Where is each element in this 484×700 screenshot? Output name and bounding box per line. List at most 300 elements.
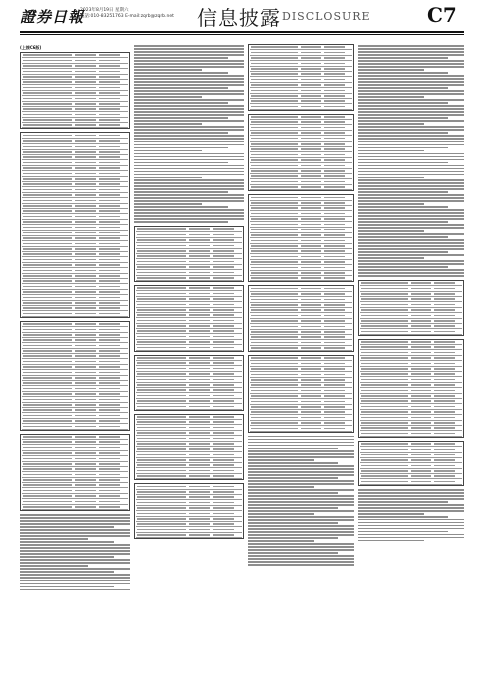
text-line <box>358 215 464 217</box>
table-cell <box>324 138 344 140</box>
table-cell <box>251 68 298 70</box>
table-cell <box>23 167 72 169</box>
table-cell <box>251 379 298 381</box>
text-line <box>358 510 464 512</box>
table-cell <box>301 411 321 413</box>
table-cell <box>213 362 234 364</box>
table-cell <box>213 228 234 230</box>
table-cell <box>361 454 408 456</box>
table-cell <box>99 307 120 309</box>
text-line <box>134 156 244 158</box>
text-line <box>134 63 244 65</box>
table-cell <box>99 275 120 277</box>
table-cell <box>23 345 72 347</box>
table-cell <box>411 427 431 429</box>
table-cell <box>23 366 72 368</box>
table-cell <box>189 368 210 370</box>
table-cell <box>213 464 234 466</box>
table-cell <box>75 103 96 105</box>
table-cell <box>213 432 234 434</box>
table-row <box>250 185 352 190</box>
table-cell <box>361 341 408 343</box>
table-cell <box>75 162 96 164</box>
table-cell <box>411 331 431 333</box>
table-cell <box>189 298 210 300</box>
body-text-block <box>358 489 464 542</box>
table-cell <box>137 373 186 375</box>
table-cell <box>137 234 186 236</box>
table-cell <box>23 248 72 250</box>
table-cell <box>251 411 298 413</box>
text-line <box>134 165 244 167</box>
section-title-english: DISCLOSURE <box>282 10 371 23</box>
table-cell <box>137 287 186 289</box>
table-cell <box>137 389 186 391</box>
table-cell <box>324 428 344 430</box>
issue-date: 2023年8月19日 星期六 <box>80 8 129 13</box>
table-cell <box>301 374 321 376</box>
table-cell <box>361 422 408 424</box>
table-cell <box>361 357 408 359</box>
text-line <box>134 54 244 56</box>
text-line <box>358 206 448 208</box>
table-cell <box>251 320 298 322</box>
table-cell <box>99 162 120 164</box>
table-cell <box>189 523 210 525</box>
text-line <box>20 523 130 525</box>
table-cell <box>99 173 120 175</box>
text-line <box>20 583 130 585</box>
table-cell <box>189 266 210 268</box>
table-cell <box>99 329 120 331</box>
table-cell <box>23 468 72 470</box>
table-cell <box>75 377 96 379</box>
table-cell <box>99 194 120 196</box>
text-line <box>248 456 354 458</box>
table-cell <box>23 463 72 465</box>
text-line <box>248 462 338 464</box>
table-cell <box>324 411 344 413</box>
table-cell <box>137 454 186 456</box>
table-cell <box>23 307 72 309</box>
text-line <box>134 90 244 92</box>
table-cell <box>75 474 96 476</box>
table-cell <box>324 315 344 317</box>
table-cell <box>23 200 72 202</box>
table-cell <box>99 65 120 67</box>
disclosure-table <box>134 483 244 539</box>
table-cell <box>434 288 454 290</box>
table-cell <box>251 277 298 279</box>
table-cell <box>99 468 120 470</box>
table-cell <box>301 202 321 204</box>
table-cell <box>99 409 120 411</box>
table-cell <box>137 266 186 268</box>
table-cell <box>137 486 186 488</box>
text-line <box>358 54 464 56</box>
table-cell <box>251 224 298 226</box>
table-cell <box>324 207 344 209</box>
text-line <box>134 194 244 196</box>
table-cell <box>189 320 210 322</box>
text-line <box>358 239 464 241</box>
table-cell <box>213 277 234 279</box>
table-cell <box>301 406 321 408</box>
table-cell <box>75 350 96 352</box>
table-cell <box>301 90 321 92</box>
table-cell <box>251 116 298 118</box>
text-line <box>134 102 228 104</box>
table-cell <box>75 140 96 142</box>
table-cell <box>75 183 96 185</box>
issue-meta <box>80 8 174 20</box>
text-line <box>134 87 228 89</box>
table-cell <box>411 368 431 370</box>
text-line <box>248 552 338 554</box>
table-cell <box>213 250 234 252</box>
table-row <box>22 123 128 128</box>
table-cell <box>213 496 234 498</box>
text-line <box>134 48 244 50</box>
table-cell <box>137 250 186 252</box>
table-cell <box>189 534 210 536</box>
table-cell <box>189 245 210 247</box>
table-cell <box>23 452 72 454</box>
table-cell <box>75 501 96 503</box>
table-cell <box>99 216 120 218</box>
table-cell <box>213 486 234 488</box>
table-cell <box>189 272 210 274</box>
table-cell <box>251 52 298 54</box>
table-cell <box>434 470 454 472</box>
table-cell <box>75 468 96 470</box>
table-cell <box>23 210 72 212</box>
text-line <box>248 492 338 494</box>
disclosure-table <box>358 280 464 336</box>
text-line <box>134 188 244 190</box>
table-cell <box>324 175 344 177</box>
table-cell <box>324 304 344 306</box>
table-row <box>136 276 242 281</box>
text-line <box>358 69 424 71</box>
table-row <box>22 424 128 429</box>
table-cell <box>189 362 210 364</box>
table-cell <box>301 267 321 269</box>
table-cell <box>301 234 321 236</box>
text-line <box>358 188 464 190</box>
text-line <box>358 138 464 140</box>
text-line <box>134 179 244 181</box>
table-cell <box>434 417 454 419</box>
table-cell <box>23 108 72 110</box>
text-line <box>358 489 464 491</box>
text-line <box>358 177 424 179</box>
table-cell <box>324 320 344 322</box>
table-cell <box>301 347 321 349</box>
table-cell <box>324 272 344 274</box>
table-cell <box>137 277 186 279</box>
table-row <box>22 505 128 510</box>
table-cell <box>99 388 120 390</box>
table-cell <box>434 459 454 461</box>
text-line <box>134 132 228 134</box>
table-cell <box>301 138 321 140</box>
text-line <box>358 245 464 247</box>
table-cell <box>99 108 120 110</box>
text-line <box>358 132 448 134</box>
table-cell <box>75 286 96 288</box>
table-cell <box>411 475 431 477</box>
table-cell <box>411 298 431 300</box>
text-line <box>358 209 464 211</box>
text-line <box>134 93 244 95</box>
table-cell <box>251 63 298 65</box>
table-cell <box>324 57 344 59</box>
table-cell <box>75 200 96 202</box>
table-cell <box>213 368 234 370</box>
table-cell <box>137 448 186 450</box>
table-cell <box>434 325 454 327</box>
table-cell <box>99 151 120 153</box>
table-cell <box>324 170 344 172</box>
table-cell <box>99 60 120 62</box>
table-cell <box>411 411 431 413</box>
text-line <box>358 242 464 244</box>
table-cell <box>411 406 431 408</box>
table-cell <box>23 92 72 94</box>
table-cell <box>75 216 96 218</box>
table-cell <box>213 416 234 418</box>
table-cell <box>301 165 321 167</box>
column-1 <box>20 44 130 680</box>
table-cell <box>324 261 344 263</box>
disclosure-table <box>20 321 130 431</box>
text-line <box>20 517 130 519</box>
table-cell <box>324 234 344 236</box>
table-cell <box>23 264 72 266</box>
text-line <box>248 513 314 515</box>
text-line <box>358 165 464 167</box>
text-line <box>20 556 114 558</box>
table-cell <box>213 298 234 300</box>
table-cell <box>23 409 72 411</box>
table-cell <box>251 186 298 188</box>
page-number: C7 <box>427 3 457 27</box>
table-cell <box>75 232 96 234</box>
table-cell <box>137 357 186 359</box>
table-cell <box>251 229 298 231</box>
table-cell <box>137 459 186 461</box>
text-line <box>358 126 464 128</box>
table-cell <box>99 76 120 78</box>
text-line <box>134 174 244 176</box>
table-cell <box>75 388 96 390</box>
text-line <box>20 541 114 543</box>
text-line <box>134 150 202 152</box>
text-line <box>248 495 354 497</box>
table-cell <box>361 384 408 386</box>
body-text-block <box>20 514 130 590</box>
table-cell <box>137 245 186 247</box>
table-cell <box>411 395 431 397</box>
text-line <box>358 111 464 113</box>
table-cell <box>434 395 454 397</box>
text-line <box>248 507 338 509</box>
table-cell <box>251 374 298 376</box>
table-cell <box>213 406 234 408</box>
table-row <box>136 533 242 538</box>
text-line <box>358 501 448 503</box>
text-line <box>358 114 464 116</box>
table-cell <box>301 213 321 215</box>
text-line <box>358 272 464 274</box>
text-line <box>358 117 448 119</box>
masthead-rule <box>20 31 464 33</box>
table-cell <box>137 438 186 440</box>
table-cell <box>301 57 321 59</box>
table-cell <box>213 234 234 236</box>
table-cell <box>434 309 454 311</box>
table-cell <box>23 183 72 185</box>
table-cell <box>251 154 298 156</box>
table-cell <box>137 293 186 295</box>
text-line <box>134 51 244 53</box>
text-line <box>20 538 88 540</box>
text-line <box>358 102 448 104</box>
table-cell <box>301 100 321 102</box>
table-cell <box>434 341 454 343</box>
table-cell <box>137 534 186 536</box>
table-cell <box>189 304 210 306</box>
table-cell <box>301 245 321 247</box>
table-cell <box>189 475 210 477</box>
table-cell <box>251 132 298 134</box>
table-row <box>250 426 352 431</box>
text-line <box>20 589 130 591</box>
table-cell <box>411 352 431 354</box>
text-line <box>248 489 354 491</box>
table-cell <box>361 346 408 348</box>
text-line <box>248 450 354 452</box>
table-cell <box>137 228 186 230</box>
table-cell <box>434 368 454 370</box>
table-cell <box>324 165 344 167</box>
table-cell <box>99 291 120 293</box>
table-cell <box>99 382 120 384</box>
table-cell <box>23 194 72 196</box>
table-cell <box>213 491 234 493</box>
text-line <box>134 168 244 170</box>
table-cell <box>251 84 298 86</box>
table-cell <box>189 496 210 498</box>
table-cell <box>324 288 344 290</box>
table-cell <box>75 124 96 126</box>
table-cell <box>324 90 344 92</box>
table-cell <box>213 395 234 397</box>
table-cell <box>301 379 321 381</box>
table-cell <box>411 304 431 306</box>
text-line <box>358 519 464 521</box>
table-cell <box>251 170 298 172</box>
table-cell <box>411 443 431 445</box>
table-cell <box>251 207 298 209</box>
disclosure-table <box>358 441 464 486</box>
text-line <box>134 191 228 193</box>
table-cell <box>23 323 72 325</box>
table-cell <box>23 60 72 62</box>
table-cell <box>23 334 72 336</box>
table-cell <box>99 361 120 363</box>
text-line <box>20 574 130 576</box>
table-cell <box>99 426 120 428</box>
text-line <box>134 45 244 47</box>
table-cell <box>324 63 344 65</box>
table-cell <box>251 73 298 75</box>
table-cell <box>23 103 72 105</box>
table-cell <box>301 277 321 279</box>
table-cell <box>137 400 186 402</box>
table-cell <box>434 443 454 445</box>
table-cell <box>75 270 96 272</box>
table-cell <box>361 298 408 300</box>
text-line <box>248 531 354 533</box>
text-line <box>134 66 244 68</box>
table-cell <box>251 357 298 359</box>
table-cell <box>99 339 120 341</box>
text-line <box>134 171 244 173</box>
table-cell <box>213 459 234 461</box>
table-cell <box>75 490 96 492</box>
text-line <box>248 474 354 476</box>
table-cell <box>213 336 234 338</box>
table-cell <box>213 320 234 322</box>
table-cell <box>434 379 454 381</box>
table-cell <box>23 173 72 175</box>
table-cell <box>99 393 120 395</box>
table-cell <box>75 108 96 110</box>
text-line <box>248 540 314 542</box>
table-cell <box>189 406 210 408</box>
table-cell <box>23 382 72 384</box>
table-cell <box>23 270 72 272</box>
table-cell <box>301 326 321 328</box>
table-cell <box>99 506 120 508</box>
table-cell <box>251 106 298 108</box>
text-line <box>358 135 464 137</box>
text-line <box>358 260 464 262</box>
table-cell <box>75 280 96 282</box>
table-cell <box>75 479 96 481</box>
table-cell <box>301 320 321 322</box>
newspaper-logo: 證券日報 <box>20 8 85 26</box>
table-cell <box>75 92 96 94</box>
table-cell <box>213 330 234 332</box>
table-cell <box>23 232 72 234</box>
text-line <box>134 60 244 62</box>
table-cell <box>75 334 96 336</box>
table-cell <box>99 81 120 83</box>
text-line <box>358 153 464 155</box>
table-row <box>136 345 242 350</box>
table-cell <box>301 331 321 333</box>
table-cell <box>324 390 344 392</box>
table-cell <box>213 272 234 274</box>
table-cell <box>189 287 210 289</box>
text-line <box>20 544 130 546</box>
text-line <box>20 559 130 561</box>
table-cell <box>75 382 96 384</box>
text-line <box>358 179 464 181</box>
